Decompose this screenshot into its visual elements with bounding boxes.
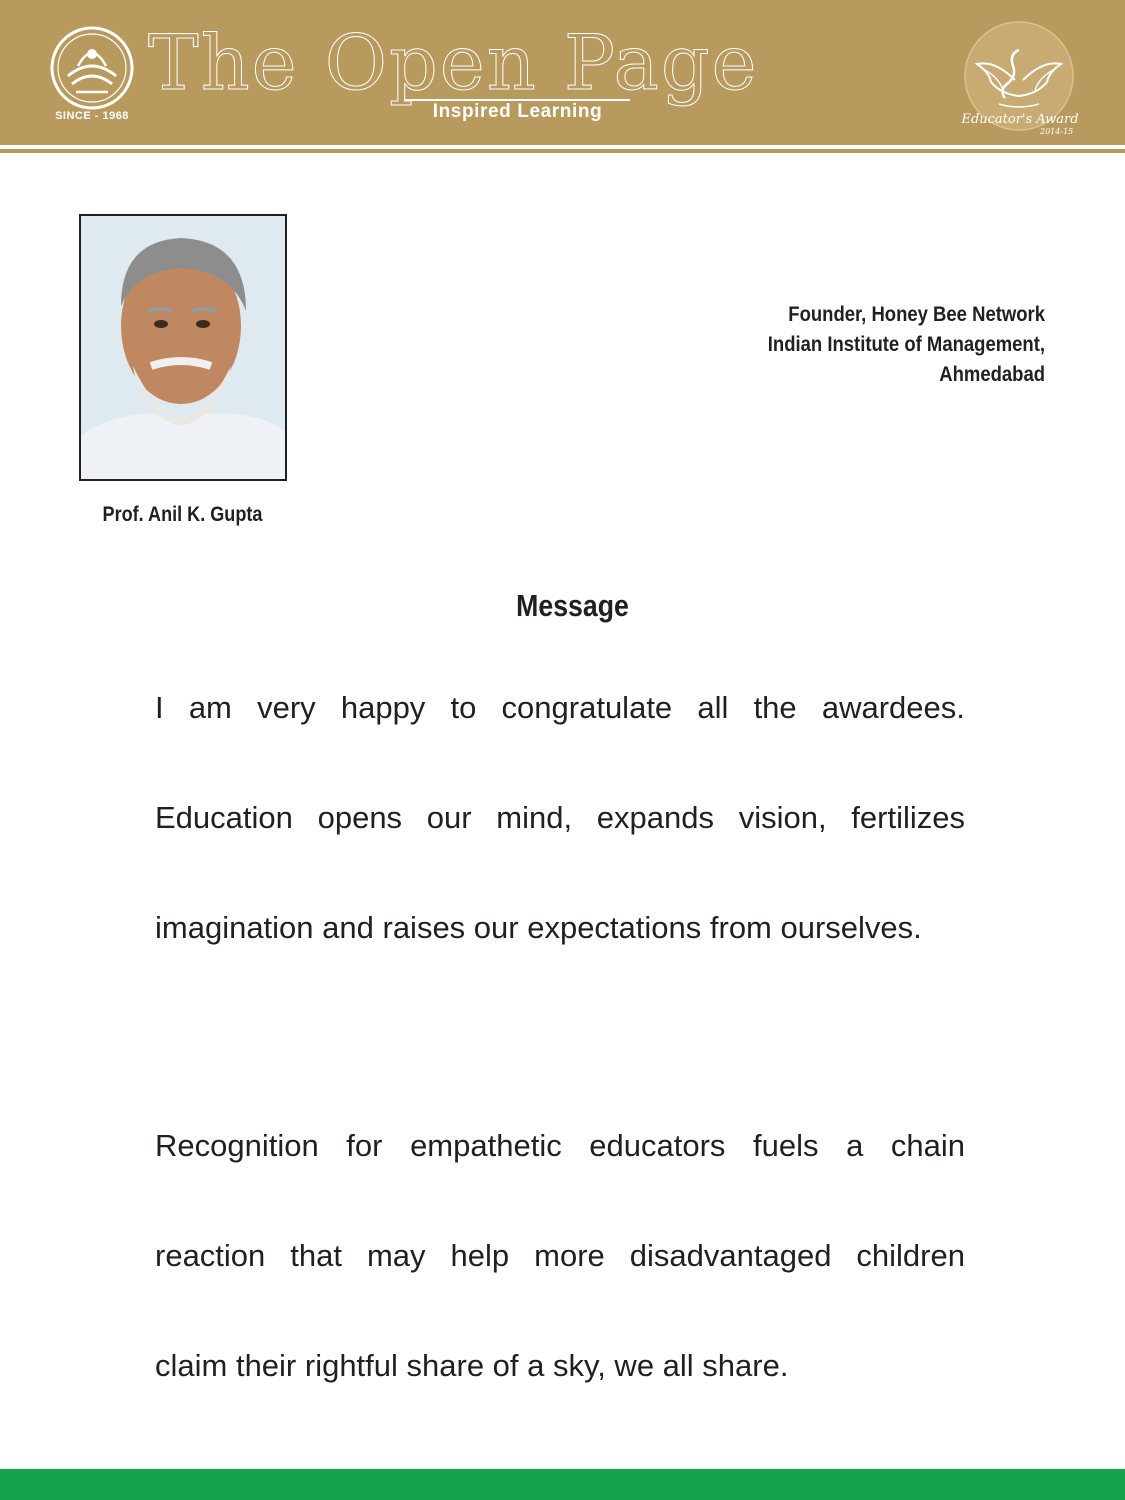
message-heading: Message (516, 588, 629, 623)
message-line: claim their rightful share of a sky, we all share. (155, 1348, 789, 1383)
profile-name: Prof. Anil K. Gupta (102, 503, 263, 526)
affiliation-line: Founder, Honey Bee Network (788, 303, 1045, 326)
portrait-illustration (81, 216, 285, 479)
portrait-photo (79, 214, 287, 481)
award-year: 2014-15 (1040, 127, 1074, 136)
affiliation-line: Ahmedabad (939, 363, 1045, 386)
affiliation-block (768, 300, 1045, 390)
message-paragraph-2 (155, 1126, 965, 1456)
affiliation-line: Indian Institute of Management, (767, 333, 1045, 356)
message-line: I am very happy to congratulate all the awardees. (155, 690, 965, 725)
footer-bar (0, 1469, 1125, 1500)
since-label: SINCE - 1968 (55, 110, 129, 122)
header-band (0, 0, 1125, 145)
open-page-logo-icon (50, 26, 134, 110)
message-line: Education opens our mind, expands vision, fertilizes (155, 800, 965, 835)
message-line: imagination and raises our expectations from ourselves. (155, 910, 922, 945)
message-paragraph-1 (155, 688, 965, 1018)
brand-subtitle: Inspired Learning (405, 99, 630, 123)
header-rule (0, 149, 1125, 153)
brand-title: The Open Page (148, 18, 759, 107)
message-line: reaction that may help more disadvantaged children (155, 1238, 965, 1273)
message-line: Recognition for empathetic educators fuels a chain (155, 1128, 965, 1163)
award-caption: Educator's Award (961, 112, 1079, 127)
